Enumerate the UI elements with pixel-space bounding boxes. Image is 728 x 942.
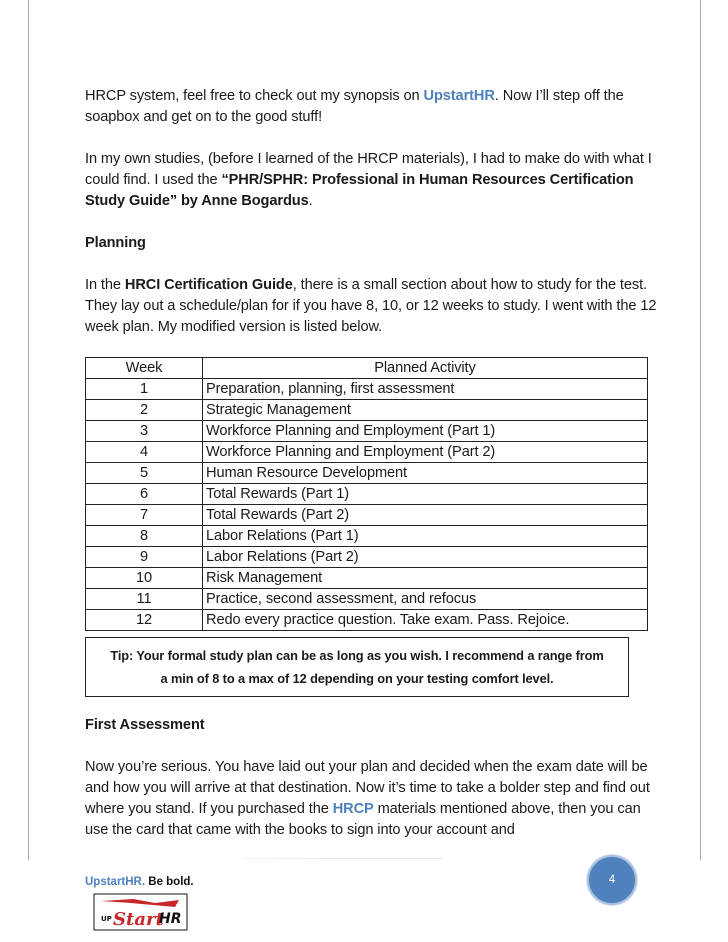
cell-activity: Redo every practice question. Take exam. Pass. Rejoice. [203,610,648,631]
hrcp-link[interactable]: HRCP [332,801,374,817]
table-row [86,484,648,505]
footer-brand: UpstartHR. [85,876,146,888]
cell-week: 7 [86,505,203,526]
page-number-badge: 4 [587,855,637,905]
paragraph-text: , there is a small section about how to study for the test. They lay out a schedule/plan for if you have 8, 10, or 12 weeks to study. I went with the 12 week plan. My modified version is listed below. [85,277,657,335]
cell-activity: Preparation, planning, first assessment [203,379,648,400]
paragraph-text: HRCP system, feel free to check out my synopsis on [85,88,424,104]
page-border-right [700,0,701,860]
cell-week: 3 [86,421,203,442]
cell-activity: Strategic Management [203,400,648,421]
tip-line-2: a min of 8 to a max of 12 depending on your testing comfort level. [160,671,554,686]
logo-text-up: UP [101,915,112,923]
cell-activity: Workforce Planning and Employment (Part 2) [203,442,648,463]
cell-activity: Labor Relations (Part 2) [203,547,648,568]
paragraph-text: . Now I’ll step off the soapbox and get on to the good stuff! [85,88,624,125]
table-header-row [86,358,648,379]
cell-activity: Total Rewards (Part 1) [203,484,648,505]
logo-text-hr: HR [159,911,182,927]
cell-activity: Risk Management [203,568,648,589]
table-row [86,379,648,400]
cell-activity: Practice, second assessment, and refocus [203,589,648,610]
logo-text-start: Start [113,909,164,930]
table-row [86,421,648,442]
table-row [86,400,648,421]
document-body [85,86,657,862]
study-plan-table [85,357,648,631]
table-row [86,442,648,463]
cell-week: 12 [86,610,203,631]
paragraph-text: materials mentioned above, then you can use the card that came with the books to sign into your account and [85,801,641,838]
table-row [86,589,648,610]
paragraph-text: Now you’re serious. You have laid out your plan and decided when the exam date will be and how you will arrive at that destination. Now it’s time to take a bolder step and find out where you stand. If you purchased the [85,759,650,817]
paragraph-text: In my own studies, (before I learned of the HRCP materials), I had to make do with what I could find. I used the [85,151,652,188]
table-row [86,610,648,631]
tip-line-1: Tip: Your formal study plan can be as long as you wish. I recommend a range from [110,648,604,663]
column-header-activity: Planned Activity [203,358,648,379]
table-row [86,547,648,568]
cell-week: 4 [86,442,203,463]
cell-activity: Human Resource Development [203,463,648,484]
guide-title: HRCI Certification Guide [124,277,293,293]
paragraph-assessment [85,757,657,841]
paragraph-text: In the [85,277,125,293]
heading-first-assessment: First Assessment [85,717,205,733]
paragraph-studies [85,149,657,212]
paragraph-text: . [308,193,313,209]
tip-box [85,637,629,697]
cell-week: 5 [86,463,203,484]
cell-activity: Labor Relations (Part 1) [203,526,648,547]
heading-planning: Planning [85,235,146,251]
cell-week: 2 [86,400,203,421]
upstarthr-link[interactable]: UpstartHR [423,88,495,104]
table-body [86,379,648,631]
cell-week: 8 [86,526,203,547]
table-row [86,463,648,484]
table-row [86,505,648,526]
paragraph-synopsis [85,86,657,128]
cell-activity: Workforce Planning and Employment (Part 1) [203,421,648,442]
page-border-left [28,0,29,860]
column-header-week: Week [86,358,203,379]
table-row [86,526,648,547]
footer-slogan: Be bold. [145,876,194,888]
cell-week: 11 [86,589,203,610]
cell-week: 1 [86,379,203,400]
paragraph-planning [85,275,657,338]
cell-week: 6 [86,484,203,505]
cell-activity: Total Rewards (Part 2) [203,505,648,526]
upstarthr-logo [93,893,188,931]
footer-tagline [85,876,194,888]
cell-week: 10 [86,568,203,589]
cell-week: 9 [86,547,203,568]
book-title: “PHR/SPHR: Professional in Human Resources Certification Study Guide” by Anne Bogardus [85,172,634,209]
table-row [86,568,648,589]
